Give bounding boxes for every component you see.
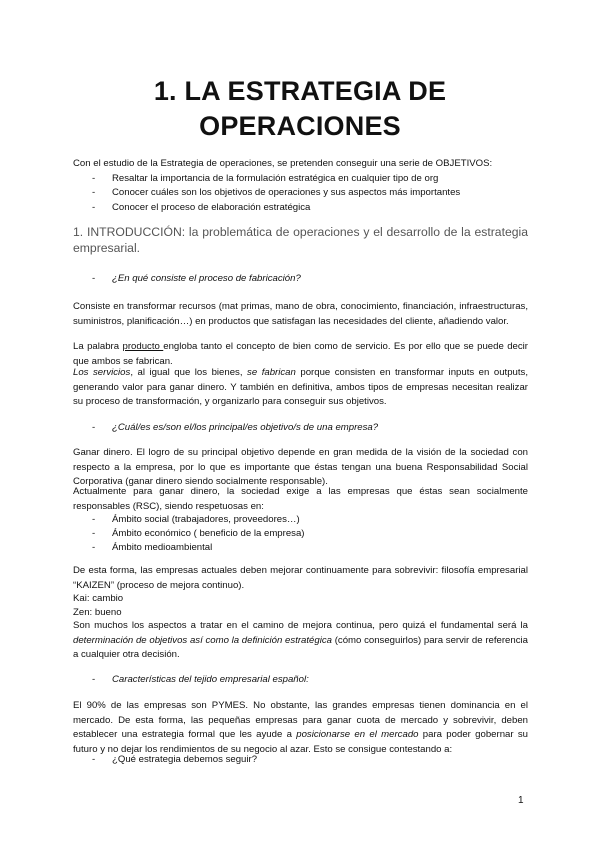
page-title-line2: OPERACIONES (199, 111, 401, 141)
objective-item: - Conocer cuáles son los objetivos de operaciones y sus aspectos más importantes (92, 187, 461, 198)
page-number: 1 (518, 795, 524, 806)
paragraph-1: Consiste en transformar recursos (mat primas, mano de obra, conocimiento, financiación, infraestructuras, suministros, planificación…) en productos que satisfagan las necesidades del cliente, añadiendo valor. (73, 301, 528, 327)
paragraph-2: La palabra producto engloba tanto el concepto de bien como de servicio. Es por ello que se puede decir que ambos se fabrican. (73, 341, 528, 367)
paragraph-8: El 90% de las empresas son PYMES. No obstante, las grandes empresas tienen dominancia en el mercado. De esta forma, las pequeñas empresas para ganar cuota de mercado y sobrevivir, deben establecer una estrategia formal que les ayude a posicionarse en el mercado para poder gobernar su futuro y no dejar los rendimientos de su negocio al azar. Esto se consigue contestando a: (73, 700, 528, 756)
objective-item: - Resaltar la importancia de la formulación estratégica en cualquier tipo de org (92, 173, 439, 184)
paragraph-5: Actualmente para ganar dinero, la sociedad exige a las empresas que éstas sean socialmente responsables (RSC), siendo respetuosas en: (73, 486, 528, 512)
kai-line: Kai: cambio (73, 593, 124, 604)
page-title-line1: 1. LA ESTRATEGIA DE (153, 76, 447, 106)
paragraph-6: De esta forma, las empresas actuales deben mejorar continuamente para sobrevivir: filosofía empresarial “KAIZEN” (proceso de mejora continuo). (73, 565, 528, 591)
ambito-item: - Ámbito social (trabajadores, proveedores…) (92, 514, 300, 525)
section-heading: 1. INTRODUCCIÓN: la problemática de operaciones y el desarrollo de la estrategia empresarial. (73, 225, 528, 255)
question-2: - ¿Cuál/es es/son el/los principal/es objetivo/s de una empresa? (92, 422, 379, 433)
zen-line: Zen: bueno (73, 607, 122, 618)
question-4: - ¿Qué estrategia debemos seguir? (92, 754, 258, 765)
ambito-item: - Ámbito medioambiental (92, 542, 213, 553)
intro-paragraph: Con el estudio de la Estrategia de operaciones, se pretenden conseguir una serie de OBJETIVOS: (73, 158, 493, 169)
paragraph-3: Los servicios, al igual que los bienes, se fabrican porque consisten en transformar inputs en outputs, generando valor para ganar dinero. Y también en definitiva, ambos tipos de empresas necesitan realizar su proceso de transformación, y organizarlo para conseguir sus objetivos. (73, 367, 529, 408)
paragraph-7: Son muchos los aspectos a tratar en el camino de mejora continua, pero quizá el fundamental será la determinación de objetivos así como la definición estratégica (cómo conseguirlos) para servir de referencia a cualquier otra decisión. (73, 620, 528, 661)
question-1: - ¿En qué consiste el proceso de fabricación? (92, 273, 301, 284)
paragraph-4: Ganar dinero. El logro de su principal objetivo depende en gran medida de la visión de la sociedad con respecto a la empresa, por lo que es importante que éstas tengan una buena Responsabilidad Social Corporativa (ganar dinero siendo socialmente responsable). (73, 447, 528, 488)
objective-item: - Conocer el proceso de elaboración estratégica (92, 202, 311, 213)
ambito-item: - Ámbito económico ( beneficio de la empresa) (92, 528, 305, 539)
question-3: - Características del tejido empresarial español: (92, 674, 309, 685)
